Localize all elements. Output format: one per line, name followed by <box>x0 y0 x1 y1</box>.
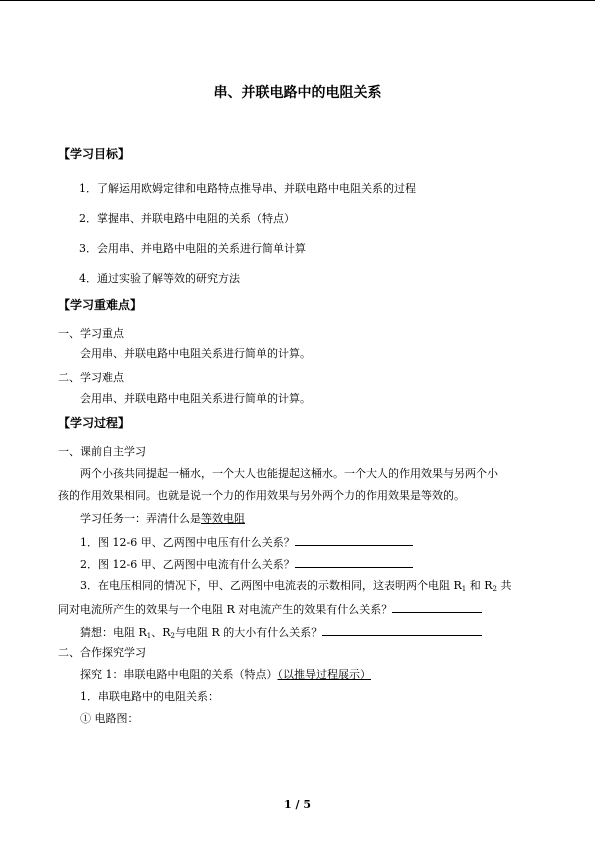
question-three-line2 <box>58 601 482 617</box>
explore-one-note: （以推导过程展示） <box>277 668 371 681</box>
page-top-border <box>0 0 595 1</box>
page-number: 1 / 5 <box>284 798 311 811</box>
key-point-heading: 一、学习重点 <box>58 327 124 340</box>
cooperation-heading: 二、合作探究学习 <box>58 646 146 659</box>
answer-blank[interactable] <box>295 534 413 546</box>
goal-item: 2．掌握串、并联电路中电阻的关系（特点） <box>79 212 295 225</box>
goal-item: 3．会用串、并电路中电阻的关系进行简单计算 <box>79 242 306 255</box>
task-one-keyword: 等效电阻 <box>201 512 245 525</box>
section-heading-goals: 【学习目标】 <box>58 147 131 161</box>
key-point-text: 会用串、并联电路中电阻关系进行简单的计算。 <box>80 347 311 360</box>
question-two-text: 2．图 12-6 甲、乙两图中电流有什么关系？ <box>80 558 295 571</box>
paragraph-line: 孩的作用效果相同。也就是说一个力的作用效果与另外两个力的作用效果是等效的。 <box>58 489 465 502</box>
section-heading-key-points: 【学习重难点】 <box>58 298 143 312</box>
answer-blank[interactable] <box>295 556 413 568</box>
explore-one <box>80 668 371 682</box>
guess-text: 、R <box>151 626 171 639</box>
guess-text: 与电阻 R 的大小有什么关系？ <box>175 626 323 639</box>
question-two <box>80 556 413 572</box>
page-title: 串、并联电路中的电阻关系 <box>213 85 382 101</box>
paragraph-line: 两个小孩共同提起一桶水，一个大人也能提起这桶水。一个大人的作用效果与另两个小 <box>80 467 498 480</box>
goal-item: 1．了解运用欧姆定律和电路特点推导串、并联电路中电阻关系的过程 <box>79 182 416 195</box>
question-one <box>80 534 413 550</box>
difficulty-text: 会用串、并联电路中电阻关系进行简单的计算。 <box>80 392 311 405</box>
question-three-text: 和 R <box>466 579 493 592</box>
goal-item: 4．通过实验了解等效的研究方法 <box>79 272 240 285</box>
subscript: 2 <box>492 585 497 593</box>
circuit-diagram-label: ① 电路图： <box>80 712 139 725</box>
difficulty-heading: 二、学习难点 <box>58 371 124 384</box>
subscript: 2 <box>170 632 176 640</box>
question-three-text: 同对电流所产生的效果与一个电阻 R 对电流产生的效果有什么关系？ <box>58 603 393 616</box>
question-one-text: 1．图 12-6 甲、乙两图中电压有什么关系？ <box>80 536 295 549</box>
subscript: 1 <box>461 585 467 593</box>
answer-blank[interactable] <box>392 601 482 613</box>
question-three-text: 3．在电压相同的情况下，甲、乙两图中电流表的示数相同，这表明两个电阻 R <box>80 579 462 592</box>
subscript: 1 <box>146 632 152 640</box>
section-heading-process: 【学习过程】 <box>58 416 131 430</box>
task-one <box>80 512 245 526</box>
question-three-text: 共 <box>497 579 512 592</box>
task-one-prefix: 学习任务一：弄清什么是 <box>80 512 201 525</box>
self-study-heading: 一、课前自主学习 <box>58 445 146 458</box>
answer-blank[interactable] <box>322 624 482 636</box>
question-three-line1 <box>80 579 512 593</box>
explore-one-text: 探究 1：串联电路中电阻的关系（特点） <box>80 668 278 681</box>
guess-text: 猜想：电阻 R <box>80 626 147 639</box>
series-heading: 1．串联电路中的电阻关系： <box>80 690 219 703</box>
guess-line <box>80 624 482 640</box>
